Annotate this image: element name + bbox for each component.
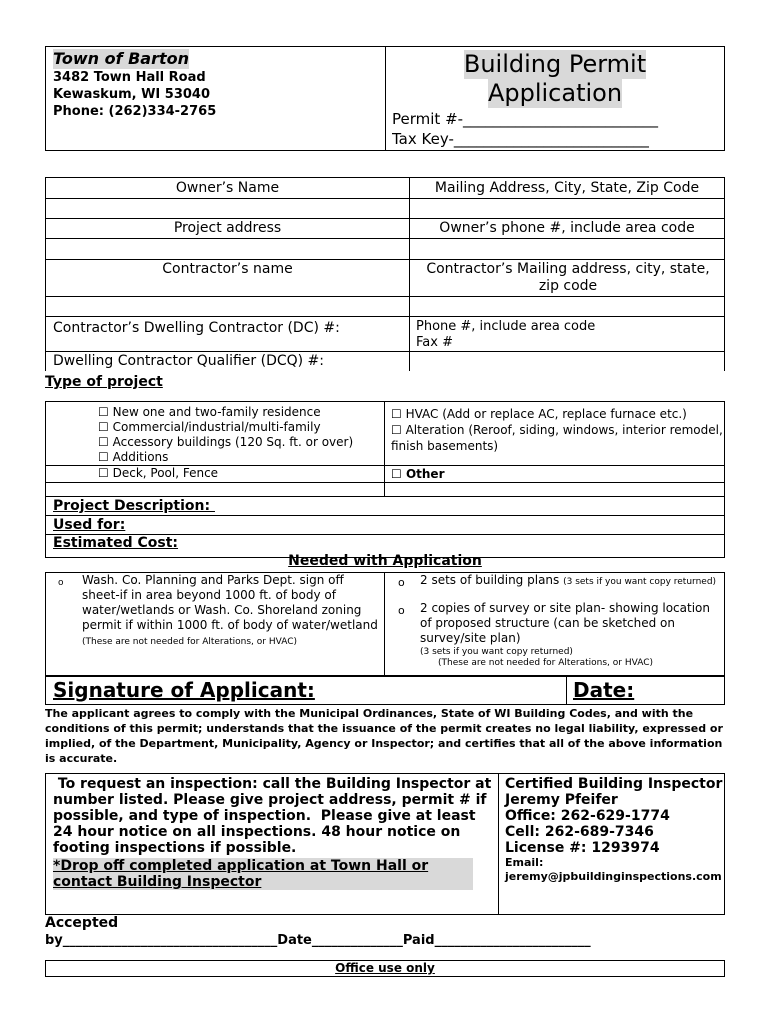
row-line — [46, 351, 724, 352]
survey-note1: (3 sets if you want copy returned) — [420, 647, 573, 657]
inspector-email-label: Email: — [505, 856, 544, 869]
row-line — [46, 316, 724, 317]
owner-phone-input[interactable] — [410, 239, 724, 259]
row-line — [46, 259, 724, 260]
contractor-fax-label[interactable]: Fax # — [416, 335, 453, 350]
contractor-phone-label[interactable]: Phone #, include area code — [416, 319, 596, 334]
inspector-office: Office: 262-629-1774 — [505, 808, 670, 824]
project-address-label: Project address — [173, 220, 282, 236]
option-other[interactable] — [391, 467, 724, 482]
needed-heading: Needed with Application — [288, 553, 482, 569]
checkbox-icon[interactable]: ☐ — [98, 450, 109, 464]
option-deck-pool-fence[interactable] — [98, 466, 384, 481]
office-use-box — [45, 960, 725, 977]
contractor-name-input[interactable] — [46, 297, 409, 316]
town-phone: Phone: (262)334-2765 — [53, 104, 217, 119]
checkbox-icon[interactable]: ☐ — [98, 420, 109, 434]
checkbox-icon[interactable]: ☐ — [98, 466, 109, 480]
row-line — [46, 482, 724, 483]
used-for-field[interactable]: Used for: — [53, 517, 126, 533]
accepted-date-paid-line[interactable]: by_________________________________Date______________Paid________________________ — [45, 933, 591, 948]
plans-text: 2 sets of building plans — [420, 573, 560, 587]
details-box — [45, 497, 725, 569]
date-field[interactable]: Date: — [573, 678, 635, 702]
office-use-label: Office use only — [335, 961, 435, 975]
checkbox-icon[interactable]: ☐ — [98, 405, 109, 419]
owner-table — [45, 177, 725, 371]
form-title — [386, 50, 724, 108]
form-title-line1: Building Permit — [463, 50, 647, 78]
option-hvac[interactable] — [391, 406, 724, 422]
town-city: Kewaskum, WI 53040 — [53, 87, 211, 102]
checkbox-icon[interactable]: ☐ — [391, 467, 402, 481]
owner-table-divider-lower — [409, 316, 410, 371]
mailing-address-label: Mailing Address, City, State, Zip Code — [434, 180, 700, 196]
dcq-number-label[interactable]: Dwelling Contractor Qualifier (DCQ) #: — [53, 353, 325, 369]
project-address-input[interactable] — [46, 239, 409, 259]
wash-co-text: Wash. Co. Planning and Parks Dept. sign off sheet-if in area beyond 1000 ft. of body of water/wetlands or Wash. Co. Shoreland zoning permit if within 1000 ft. of body of water/wetland — [82, 573, 378, 632]
option-label: Alteration (Reroof, siding, windows, interior remodel, finish basements) — [391, 423, 723, 453]
contractor-name-label: Contractor’s name — [162, 261, 293, 277]
option-alteration[interactable] — [391, 422, 724, 454]
option-additions[interactable] — [98, 450, 384, 465]
checkbox-icon[interactable]: ☐ — [391, 423, 402, 437]
signature-divider — [566, 677, 567, 704]
left-note: (These are not needed for Alterations, or HVAC) — [82, 637, 297, 647]
row-line — [46, 515, 724, 516]
option-label: Accessory buildings (120 Sq. ft. or over) — [112, 435, 354, 449]
dropoff-text: *Drop off completed application at Town Hall or contact Building Inspector — [53, 858, 473, 890]
plans-item — [420, 573, 720, 589]
needed-box — [45, 572, 725, 676]
survey-note2: (These are not needed for Alterations, or HVAC) — [438, 658, 653, 668]
project-type-box — [45, 401, 725, 497]
tax-key-field[interactable]: Tax Key-__________________________ — [392, 130, 649, 148]
option-commercial[interactable] — [98, 420, 384, 435]
inspection-box — [45, 773, 725, 915]
signature-box — [45, 676, 725, 705]
bullet: o — [398, 604, 405, 617]
bullet: o — [58, 578, 64, 588]
permit-number-field[interactable]: Permit #-__________________________ — [392, 110, 659, 128]
bullet: o — [398, 576, 405, 589]
agreement-text: The applicant agrees to comply with the Municipal Ordinances, State of WI Building Codes, and with the conditions of this permit; understands that the issuance of the permit creates no legal liability, expressed or implied, of the Department, Municipality, Agency or Inspector; and certifies that all of the above information is accurate. — [45, 707, 723, 765]
option-accessory-buildings[interactable] — [98, 435, 384, 450]
option-label: New one and two-family residence — [112, 405, 321, 419]
right-options — [391, 406, 724, 454]
owner-name-input[interactable] — [46, 199, 409, 218]
needed-left-text — [82, 573, 382, 650]
plans-note: (3 sets if you want copy returned) — [563, 577, 717, 587]
survey-item — [420, 601, 720, 646]
checkbox-icon[interactable]: ☐ — [391, 407, 402, 421]
signature-field[interactable]: Signature of Applicant: — [53, 678, 315, 702]
town-address: 3482 Town Hall Road — [53, 70, 206, 85]
row-line — [46, 218, 724, 219]
needed-divider — [384, 573, 385, 675]
accepted-label: Accepted — [45, 915, 119, 931]
inspector-name: Jeremy Pfeifer — [505, 792, 618, 808]
form-title-line2: Application — [487, 79, 623, 107]
town-name: Town of Barton — [53, 49, 190, 68]
option-label: HVAC (Add or replace AC, replace furnace etc.) — [405, 407, 687, 421]
owner-phone-label: Owner’s phone #, include area code — [439, 220, 695, 236]
request-inspection-text: To request an inspection: call the Building Inspector at number listed. Please give project address, permit # if possible, and type of inspection. Please give at least 24 hour notice on all inspections. 48 hour notice on footing inspections if possible. — [53, 776, 497, 856]
inspector-cell: Cell: 262-689-7346 — [505, 824, 654, 840]
estimated-cost-field[interactable]: Estimated Cost: — [53, 535, 179, 551]
option-label: Additions — [112, 450, 169, 464]
checkbox-icon[interactable]: ☐ — [98, 435, 109, 449]
survey-text: 2 copies of survey or site plan- showing location of proposed structure (can be sketched on survey/site plan) — [420, 601, 710, 645]
option-label: Commercial/industrial/multi-family — [112, 420, 321, 434]
left-options — [98, 405, 384, 465]
option-label: Deck, Pool, Fence — [112, 466, 219, 480]
mailing-address-input[interactable] — [410, 199, 724, 218]
owner-name-label: Owner’s Name — [175, 180, 280, 196]
contractor-mailing-label: Contractor’s Mailing address, city, state, zip code — [426, 261, 710, 294]
header-box — [45, 46, 725, 151]
dc-number-label[interactable]: Contractor’s Dwelling Contractor (DC) #: — [53, 320, 340, 336]
inspector-info — [505, 776, 723, 884]
type-of-project-heading: Type of project — [45, 374, 163, 390]
town-info — [53, 49, 383, 120]
inspector-license: License #: 1293974 — [505, 840, 660, 856]
option-label: Other — [405, 467, 445, 481]
contractor-mailing-input[interactable] — [410, 297, 724, 316]
inspector-title: Certified Building Inspector — [505, 776, 723, 792]
project-description-field[interactable]: Project Description: — [53, 498, 215, 514]
inspection-divider — [498, 774, 499, 914]
inspector-email[interactable]: jeremy@jpbuildinginspections.com — [505, 870, 722, 883]
option-new-residence[interactable] — [98, 405, 384, 420]
